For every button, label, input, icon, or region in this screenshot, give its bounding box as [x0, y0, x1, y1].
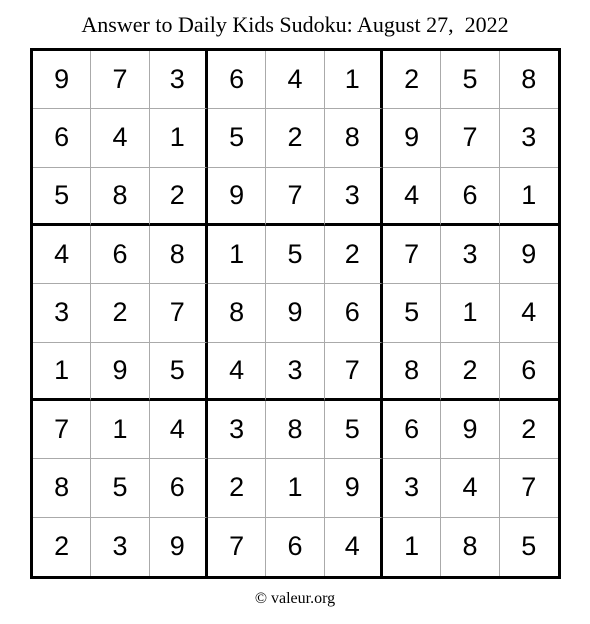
- sudoku-cell: 6: [266, 518, 324, 576]
- sudoku-cell: 9: [208, 168, 266, 226]
- sudoku-cell: 5: [33, 168, 91, 226]
- sudoku-cell: 2: [500, 401, 558, 459]
- sudoku-cell: 1: [325, 51, 383, 109]
- sudoku-cell: 2: [266, 109, 324, 167]
- sudoku-cell: 2: [208, 459, 266, 517]
- sudoku-cell: 2: [441, 343, 499, 401]
- sudoku-cell: 3: [208, 401, 266, 459]
- sudoku-cell: 6: [325, 284, 383, 342]
- sudoku-board: [30, 48, 561, 579]
- sudoku-cell: 8: [441, 518, 499, 576]
- sudoku-cell: 3: [383, 459, 441, 517]
- sudoku-cell: 8: [266, 401, 324, 459]
- sudoku-cell: 3: [91, 518, 149, 576]
- sudoku-cell: 6: [383, 401, 441, 459]
- sudoku-cell: 9: [150, 518, 208, 576]
- sudoku-cell: 4: [325, 518, 383, 576]
- sudoku-cell: 9: [266, 284, 324, 342]
- sudoku-cell: 5: [383, 284, 441, 342]
- sudoku-cell: 3: [500, 109, 558, 167]
- sudoku-cell: 5: [441, 51, 499, 109]
- sudoku-cell: 4: [500, 284, 558, 342]
- sudoku-cell: 6: [150, 459, 208, 517]
- sudoku-cell: 4: [91, 109, 149, 167]
- sudoku-cell: 8: [325, 109, 383, 167]
- sudoku-cell: 8: [33, 459, 91, 517]
- sudoku-cell: 8: [383, 343, 441, 401]
- sudoku-cell: 5: [325, 401, 383, 459]
- sudoku-cell: 4: [266, 51, 324, 109]
- sudoku-cell: 4: [383, 168, 441, 226]
- sudoku-cell: 3: [325, 168, 383, 226]
- sudoku-cell: 4: [150, 401, 208, 459]
- sudoku-cell: 7: [150, 284, 208, 342]
- sudoku-cell: 7: [383, 226, 441, 284]
- sudoku-cell: 5: [91, 459, 149, 517]
- sudoku-cell: 3: [266, 343, 324, 401]
- sudoku-cell: 1: [500, 168, 558, 226]
- sudoku-cell: 8: [208, 284, 266, 342]
- sudoku-cell: 5: [208, 109, 266, 167]
- sudoku-cell: 8: [91, 168, 149, 226]
- sudoku-cell: 3: [33, 284, 91, 342]
- sudoku-cell: 1: [383, 518, 441, 576]
- sudoku-cell: 6: [208, 51, 266, 109]
- sudoku-cell: 7: [441, 109, 499, 167]
- sudoku-cell: 1: [91, 401, 149, 459]
- sudoku-cell: 1: [150, 109, 208, 167]
- sudoku-cell: 1: [208, 226, 266, 284]
- sudoku-cell: 3: [441, 226, 499, 284]
- sudoku-cell: 7: [33, 401, 91, 459]
- sudoku-cell: 7: [91, 51, 149, 109]
- sudoku-cell: 3: [150, 51, 208, 109]
- sudoku-cell: 2: [91, 284, 149, 342]
- sudoku-cell: 1: [266, 459, 324, 517]
- page-title: Answer to Daily Kids Sudoku: August 27, 2022: [81, 12, 509, 37]
- copyright-footer: © valeur.org: [254, 590, 336, 607]
- sudoku-cell: 6: [500, 343, 558, 401]
- sudoku-cell: 9: [441, 401, 499, 459]
- sudoku-cell: 2: [383, 51, 441, 109]
- sudoku-cell: 9: [33, 51, 91, 109]
- sudoku-cell: 1: [33, 343, 91, 401]
- sudoku-cell: 9: [325, 459, 383, 517]
- sudoku-cell: 2: [325, 226, 383, 284]
- sudoku-cell: 9: [383, 109, 441, 167]
- sudoku-cell: 4: [441, 459, 499, 517]
- sudoku-cell: 5: [521, 531, 537, 562]
- sudoku-cell: 4: [208, 343, 266, 401]
- sudoku-cell: 6: [91, 226, 149, 284]
- sudoku-cell: 7: [266, 168, 324, 226]
- sudoku-cell: 1: [441, 284, 499, 342]
- sudoku-cell: 7: [208, 518, 266, 576]
- sudoku-cell: 5: [266, 226, 324, 284]
- sudoku-cell: 6: [441, 168, 499, 226]
- sudoku-cell: 9: [91, 343, 149, 401]
- sudoku-cell: 7: [325, 343, 383, 401]
- sudoku-cell: 2: [150, 168, 208, 226]
- sudoku-cell: 9: [500, 226, 558, 284]
- sudoku-cell: 6: [33, 109, 91, 167]
- sudoku-cell: 5: [150, 343, 208, 401]
- sudoku-cell: 8: [500, 51, 558, 109]
- sudoku-cell: 2: [33, 518, 91, 576]
- sudoku-cell: 7: [500, 459, 558, 517]
- sudoku-cell: 8: [150, 226, 208, 284]
- sudoku-cell: 4: [33, 226, 91, 284]
